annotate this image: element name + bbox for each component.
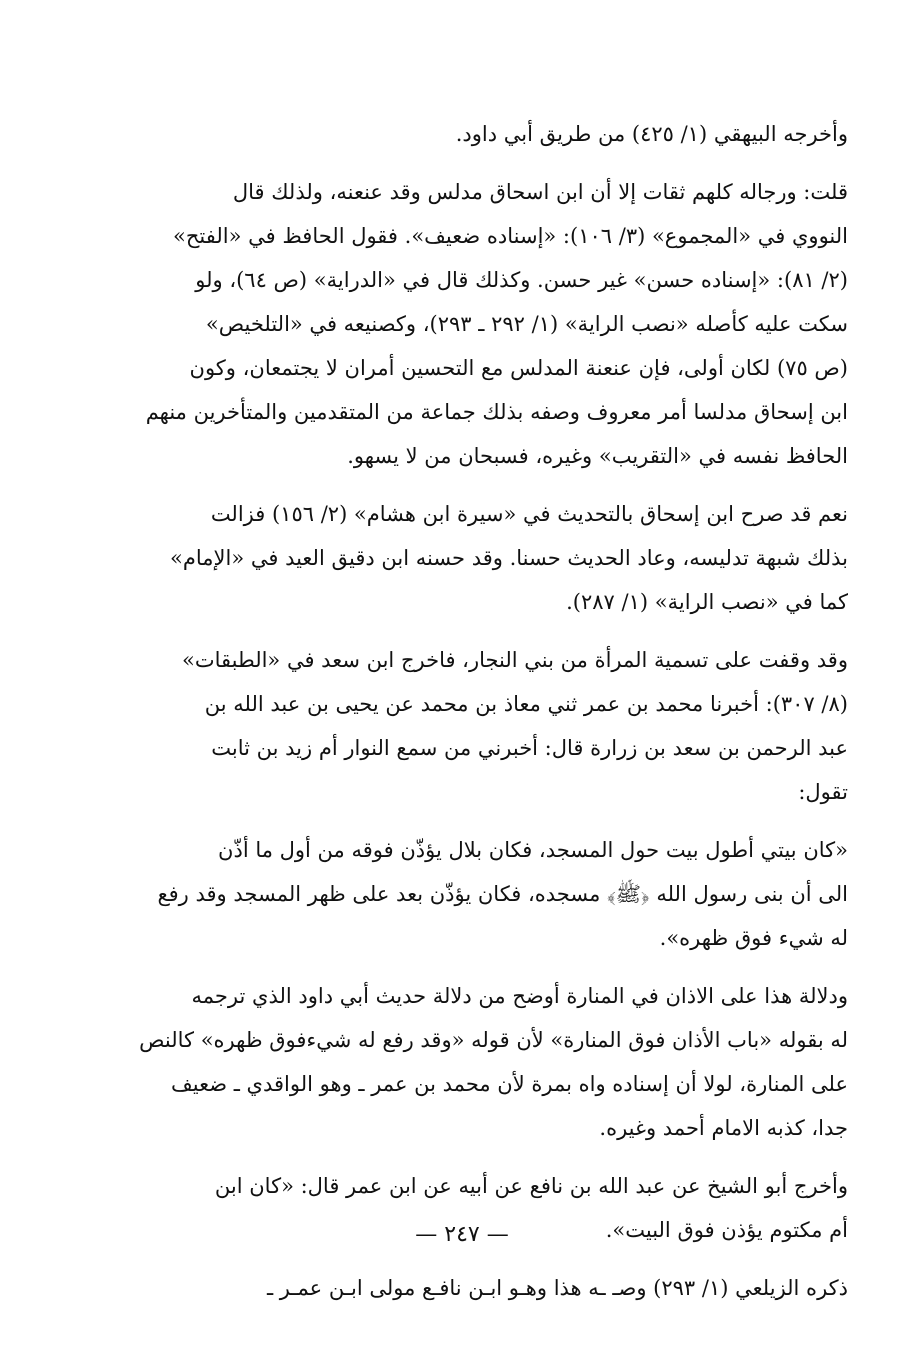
- text-line: ودلالة هذا على الاذان في المنارة أوضح من دلالة حديث أبي داود الذي ترجمه: [191, 984, 848, 1008]
- paragraph-narrators: [134, 170, 848, 478]
- text-line: النووي في «المجموع» (٣/ ١٠٦): «إسناده ضعيف». فقول الحافظ في «الفتح»: [173, 224, 848, 248]
- paragraph-ibn-saad: [134, 638, 848, 814]
- text-line: ذكره الزيلعي (١/ ٢٩٣) وصـ ـه هذا وهـو ابـن نافـع مولى ابـن عمـر ـ: [266, 1276, 848, 1300]
- text-line: «كان بيتي أطول بيت حول المسجد، فكان بلال يؤذّن فوقه من أول ما أذّن: [218, 838, 848, 862]
- text-line: جدا، كذبه الامام أحمد وغيره.: [599, 1116, 848, 1140]
- text-line: قلت: ورجاله كلهم ثقات إلا أن ابن اسحاق مدلس وقد عنعنه، ولذلك قال: [232, 180, 848, 204]
- paragraph-quote: [134, 828, 848, 960]
- text-line: (ص ٧٥) لكان أولى، فإن عنعنة المدلس مع التحسين أمران لا يجتمعان، وكون: [189, 356, 848, 380]
- text-line: سكت عليه كأصله «نصب الراية» (١/ ٢٩٢ ـ ٢٩٣)، وكصنيعه في «التلخيص»: [205, 312, 848, 336]
- text-line: كما في «نصب الراية» (١/ ٢٨٧).: [566, 590, 848, 614]
- text-line: بذلك شبهة تدليسه، وعاد الحديث حسنا. وقد حسنه ابن دقيق العيد في «الإمام»: [170, 546, 848, 570]
- paragraph-ibn-ishaq: [134, 492, 848, 624]
- text-line: الحافظ نفسه في «التقريب» وغيره، فسبحان من لا يسهو.: [347, 444, 848, 468]
- text-line: تقول:: [798, 780, 848, 804]
- text-line: ابن إسحاق مدلسا أمر معروف وصفه بذلك جماعة من المتقدمين والمتأخرين منهم: [145, 400, 848, 424]
- text-line: وأخرج أبو الشيخ عن عبد الله بن نافع عن أبيه عن ابن عمر قال: «كان ابن: [214, 1174, 848, 1198]
- text-line: له شيء فوق ظهره».: [659, 926, 848, 950]
- text-line: على المنارة، لولا أن إسناده واه بمرة لأن محمد بن عمر ـ وهو الواقدي ـ ضعيف: [171, 1072, 848, 1096]
- page-number: — ٢٤٧ —: [415, 1222, 509, 1247]
- text-line: وأخرجه البيهقي (١/ ٤٢٥) من طريق أبي داود.: [455, 122, 848, 146]
- paragraph-minaret: [134, 974, 848, 1150]
- text-line: (٢/ ٨١): «إسناده حسن» غير حسن. وكذلك قال في «الدراية» (ص ٦٤)، ولو: [195, 268, 848, 292]
- text-line: عبد الرحمن بن سعد بن زرارة قال: أخبرني من سمع النوار أم زيد بن ثابت: [211, 736, 848, 760]
- text-line: أم مكتوم يؤذن فوق البيت».: [605, 1218, 848, 1242]
- text-line: (٨/ ٣٠٧): أخبرنا محمد بن عمر ثني معاذ بن محمد عن يحيى بن عبد الله بن: [204, 692, 848, 716]
- paragraph-bayhaqi: [134, 112, 848, 156]
- paragraph-zaylai: [134, 1266, 848, 1310]
- text-line: نعم قد صرح ابن إسحاق بالتحديث في «سيرة ابن هشام» (٢/ ١٥٦) فزالت: [210, 502, 848, 526]
- text-line: له بقوله «باب الأذان فوق المنارة» لأن قوله «وقد رفع له شيءفوق ظهره» كالنص: [139, 1028, 848, 1052]
- text-line: وقد وقفت على تسمية المرأة من بني النجار، فاخرج ابن سعد في «الطبقات»: [182, 648, 848, 672]
- text-line: الى أن بنى رسول الله ﴿ﷺ﴾ مسجده، فكان يؤذّن بعد على ظهر المسجد وقد رفع: [157, 882, 848, 906]
